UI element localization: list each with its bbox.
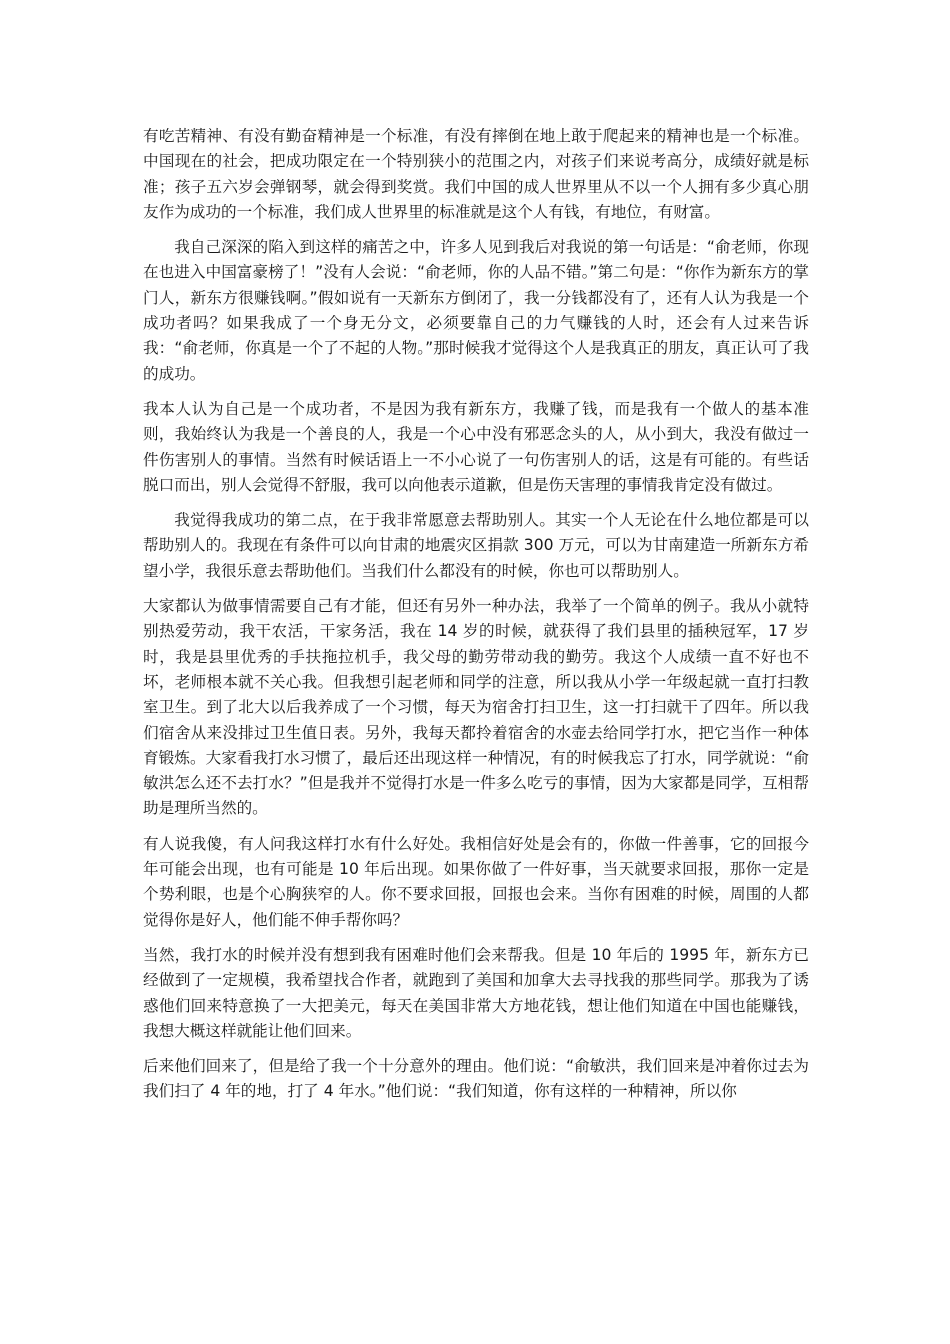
paragraph-7: 当然，我打水的时候并没有想到我有困难时他们会来帮我。但是 10 年后的 1995 年，新东方已经做到了一定规模，我希望找合作者，就跑到了美国和加拿大去寻找我的那些同学。那我为了诱惑他们回来特意换了一大把美元，每天在美国非常大方地花钱，想让他们知道在中国也能赚钱，我想大概这样就能让他们回来。 (143, 945, 809, 1040)
document-page (143, 124, 809, 1115)
paragraph-1: 有吃苦精神、有没有勤奋精神是一个标准，有没有摔倒在地上敢于爬起来的精神也是一个标准。中国现在的社会，把成功限定在一个特别狭小的范围之内，对孩子们来说考高分，成绩好就是标准；孩子五六岁会弹钢琴，就会得到奖赏。我们中国的成人世界里从不以一个人拥有多少真心朋友作为成功的一个标准，我们成人世界里的标准就是这个人有钱，有地位，有财富。 (143, 127, 809, 221)
paragraph-6: 有人说我傻，有人问我这样打水有什么好处。我相信好处是会有的，你做一件善事，它的回报今年可能会出现，也有可能是 10 年后出现。如果你做了一件好事，当天就要求回报，那你一定是个势利眼，也是个心胸狭窄的人。你不要求回报，回报也会来。当你有困难的时候，周围的人都觉得你是好人，他们能不伸手帮你吗？ (143, 834, 809, 929)
paragraph-2: 我自己深深的陷入到这样的痛苦之中，许多人见到我后对我说的第一句话是：“俞老师，你现在也进入中国富豪榜了！”没有人会说：“俞老师，你的人品不错。”第二句是：“你作为新东方的掌门人，新东方很赚钱啊。”假如说有一天新东方倒闭了，我一分钱都没有了，还有人认为我是一个成功者吗？如果我成了一个身无分文，必须要靠自己的力气赚钱的人时，还会有人过来告诉我：“俞老师，你真是一个了不起的人物。”那时候我才觉得这个人是我真正的朋友，真正认可了我的成功。 (143, 238, 809, 383)
paragraph-3: 我本人认为自己是一个成功者，不是因为我有新东方，我赚了钱，而是我有一个做人的基本准则，我始终认为我是一个善良的人，我是一个心中没有邪恶念头的人，从小到大，我没有做过一件伤害别人的事情。当然有时候话语上一不小心说了一句伤害别人的话，这是有可能的。有些话脱口而出，别人会觉得不舒服，我可以向他表示道歉，但是伤天害理的事情我肯定没有做过。 (143, 399, 809, 494)
paragraph-5: 大家都认为做事情需要自己有才能，但还有另外一种办法，我举了一个简单的例子。我从小就特别热爱劳动，我干农活，干家务活，我在 14 岁的时候，就获得了我们县里的插秧冠军，17 岁时，我是县里优秀的手扶拖拉机手，我父母的勤劳带动我的勤劳。我这个人成绩一直不好也不坏，老师根本就不关心我。但我想引起老师和同学的注意，所以我从小学一年级起就一直打扫教室卫生。到了北大以后我养成了一个习惯，每天为宿舍打扫卫生，这一打扫就干了四年。所以我们宿舍从来没排过卫生值日表。另外，我每天都拎着宿舍的水壶去给同学打水，把它当作一种体育锻炼。大家看我打水习惯了，最后还出现这样一种情况，有的时候我忘了打水，同学就说：“俞敏洪怎么还不去打水？”但是我并不觉得打水是一件多么吃亏的事情，因为大家都是同学，互相帮助是理所当然的。 (143, 597, 809, 818)
paragraph-8: 后来他们回来了，但是给了我一个十分意外的理由。他们说：“俞敏洪，我们回来是冲着你过去为我们扫了 4 年的地，打了 4 年水。”他们说：“我们知道，你有这样的一种精神，所以你 (143, 1057, 809, 1101)
paragraph-4: 我觉得我成功的第二点，在于我非常愿意去帮助别人。其实一个人无论在什么地位都是可以帮助别人的。我现在有条件可以向甘肃的地震灾区捐款 300 万元，可以为甘南建造一所新东方希望小学，我很乐意去帮助他们。当我们什么都没有的时候，你也可以帮助别人。 (143, 511, 809, 580)
